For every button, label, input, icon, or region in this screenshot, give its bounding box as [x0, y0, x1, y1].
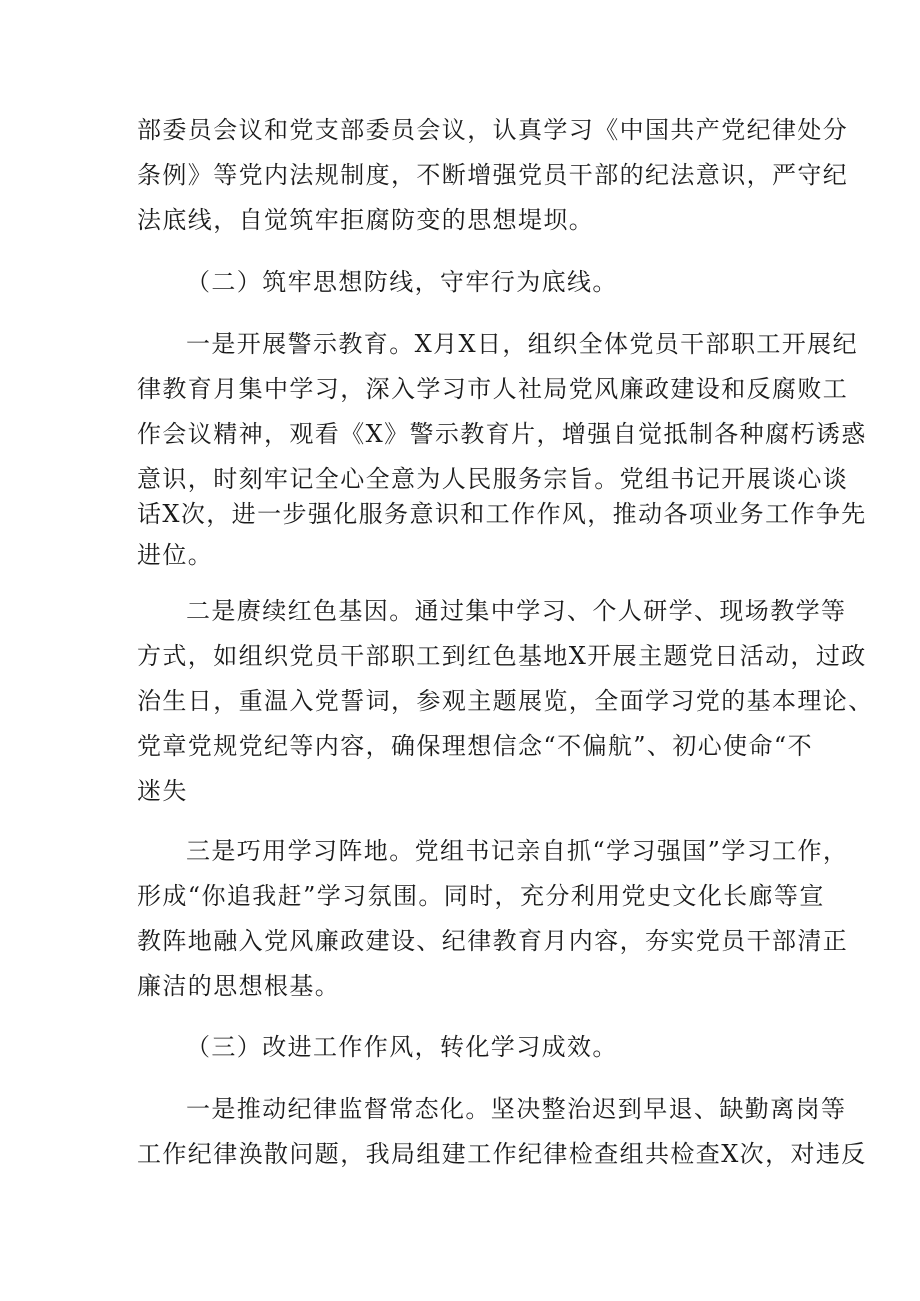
paragraph-3-line-3: 治生日，重温入党誓词，参观主题展览，全面学习党的基本理论、	[137, 687, 874, 715]
paragraph-2-line-4: 意识，时刻牢记全心全意为人民服务宗旨。党组书记开展谈心谈	[137, 465, 849, 493]
paragraph-4-line-1: 三是巧用学习阵地。党组书记亲自抓“学习强国”学习工作，	[186, 837, 849, 865]
paragraph-3-line-2: 方式，如组织党员干部职工到红色基地X开展主题党日活动，过政	[137, 642, 867, 670]
paragraph-2-line-2: 律教育月集中学习，深入学习市人社局党风廉政建设和反腐败工	[137, 375, 849, 403]
paragraph-4-line-2: 形成“你追我赶”学习氛围。同时，充分利用党史文化长廊等宣	[137, 882, 825, 910]
paragraph-5-line-2: 工作纪律涣散问题，我局组建工作纪律检查组共检查X次，对违反	[137, 1140, 867, 1168]
paragraph-2-line-6: 进位。	[137, 541, 214, 569]
paragraph-3-line-1: 二是赓续红色基因。通过集中学习、个人研学、现场教学等	[186, 597, 847, 625]
section-heading-2: （二）筑牢思想防线，守牢行为底线。	[186, 268, 618, 296]
section-heading-3: （三）改进工作作风，转化学习成效。	[186, 1033, 618, 1061]
paragraph-3-line-5: 迷失	[137, 777, 188, 805]
paragraph-4-line-3: 教阵地融入党风廉政建设、纪律教育月内容，夯实党员干部清正	[137, 927, 849, 955]
paragraph-2-line-3: 作会议精神，观看《X》警示教育片，增强自觉抵制各种腐朽诱惑	[137, 420, 867, 448]
paragraph-3-line-4: 党章党规党纪等内容，确保理想信念“不偏航”、初心使命“不	[137, 732, 814, 760]
paragraph-4-line-4: 廉洁的思想根基。	[137, 972, 341, 1000]
paragraph-1-line-3: 法底线，自觉筑牢拒腐防变的思想堤坝。	[137, 206, 595, 234]
paragraph-2-line-5: 话X次，进一步强化服务意识和工作作风，推动各项业务工作争先	[137, 500, 867, 528]
paragraph-1-line-2: 条例》等党内法规制度，不断增强党员干部的纪法意识，严守纪	[137, 161, 849, 189]
paragraph-2-line-1: 一是开展警示教育。X月X日，组织全体党员干部职工开展纪	[186, 330, 858, 358]
paragraph-1-line-1: 部委员会议和党支部委员会议，认真学习《中国共产党纪律处分	[137, 116, 849, 144]
paragraph-5-line-1: 一是推动纪律监督常态化。坚决整治迟到早退、缺勤离岗等	[186, 1095, 847, 1123]
